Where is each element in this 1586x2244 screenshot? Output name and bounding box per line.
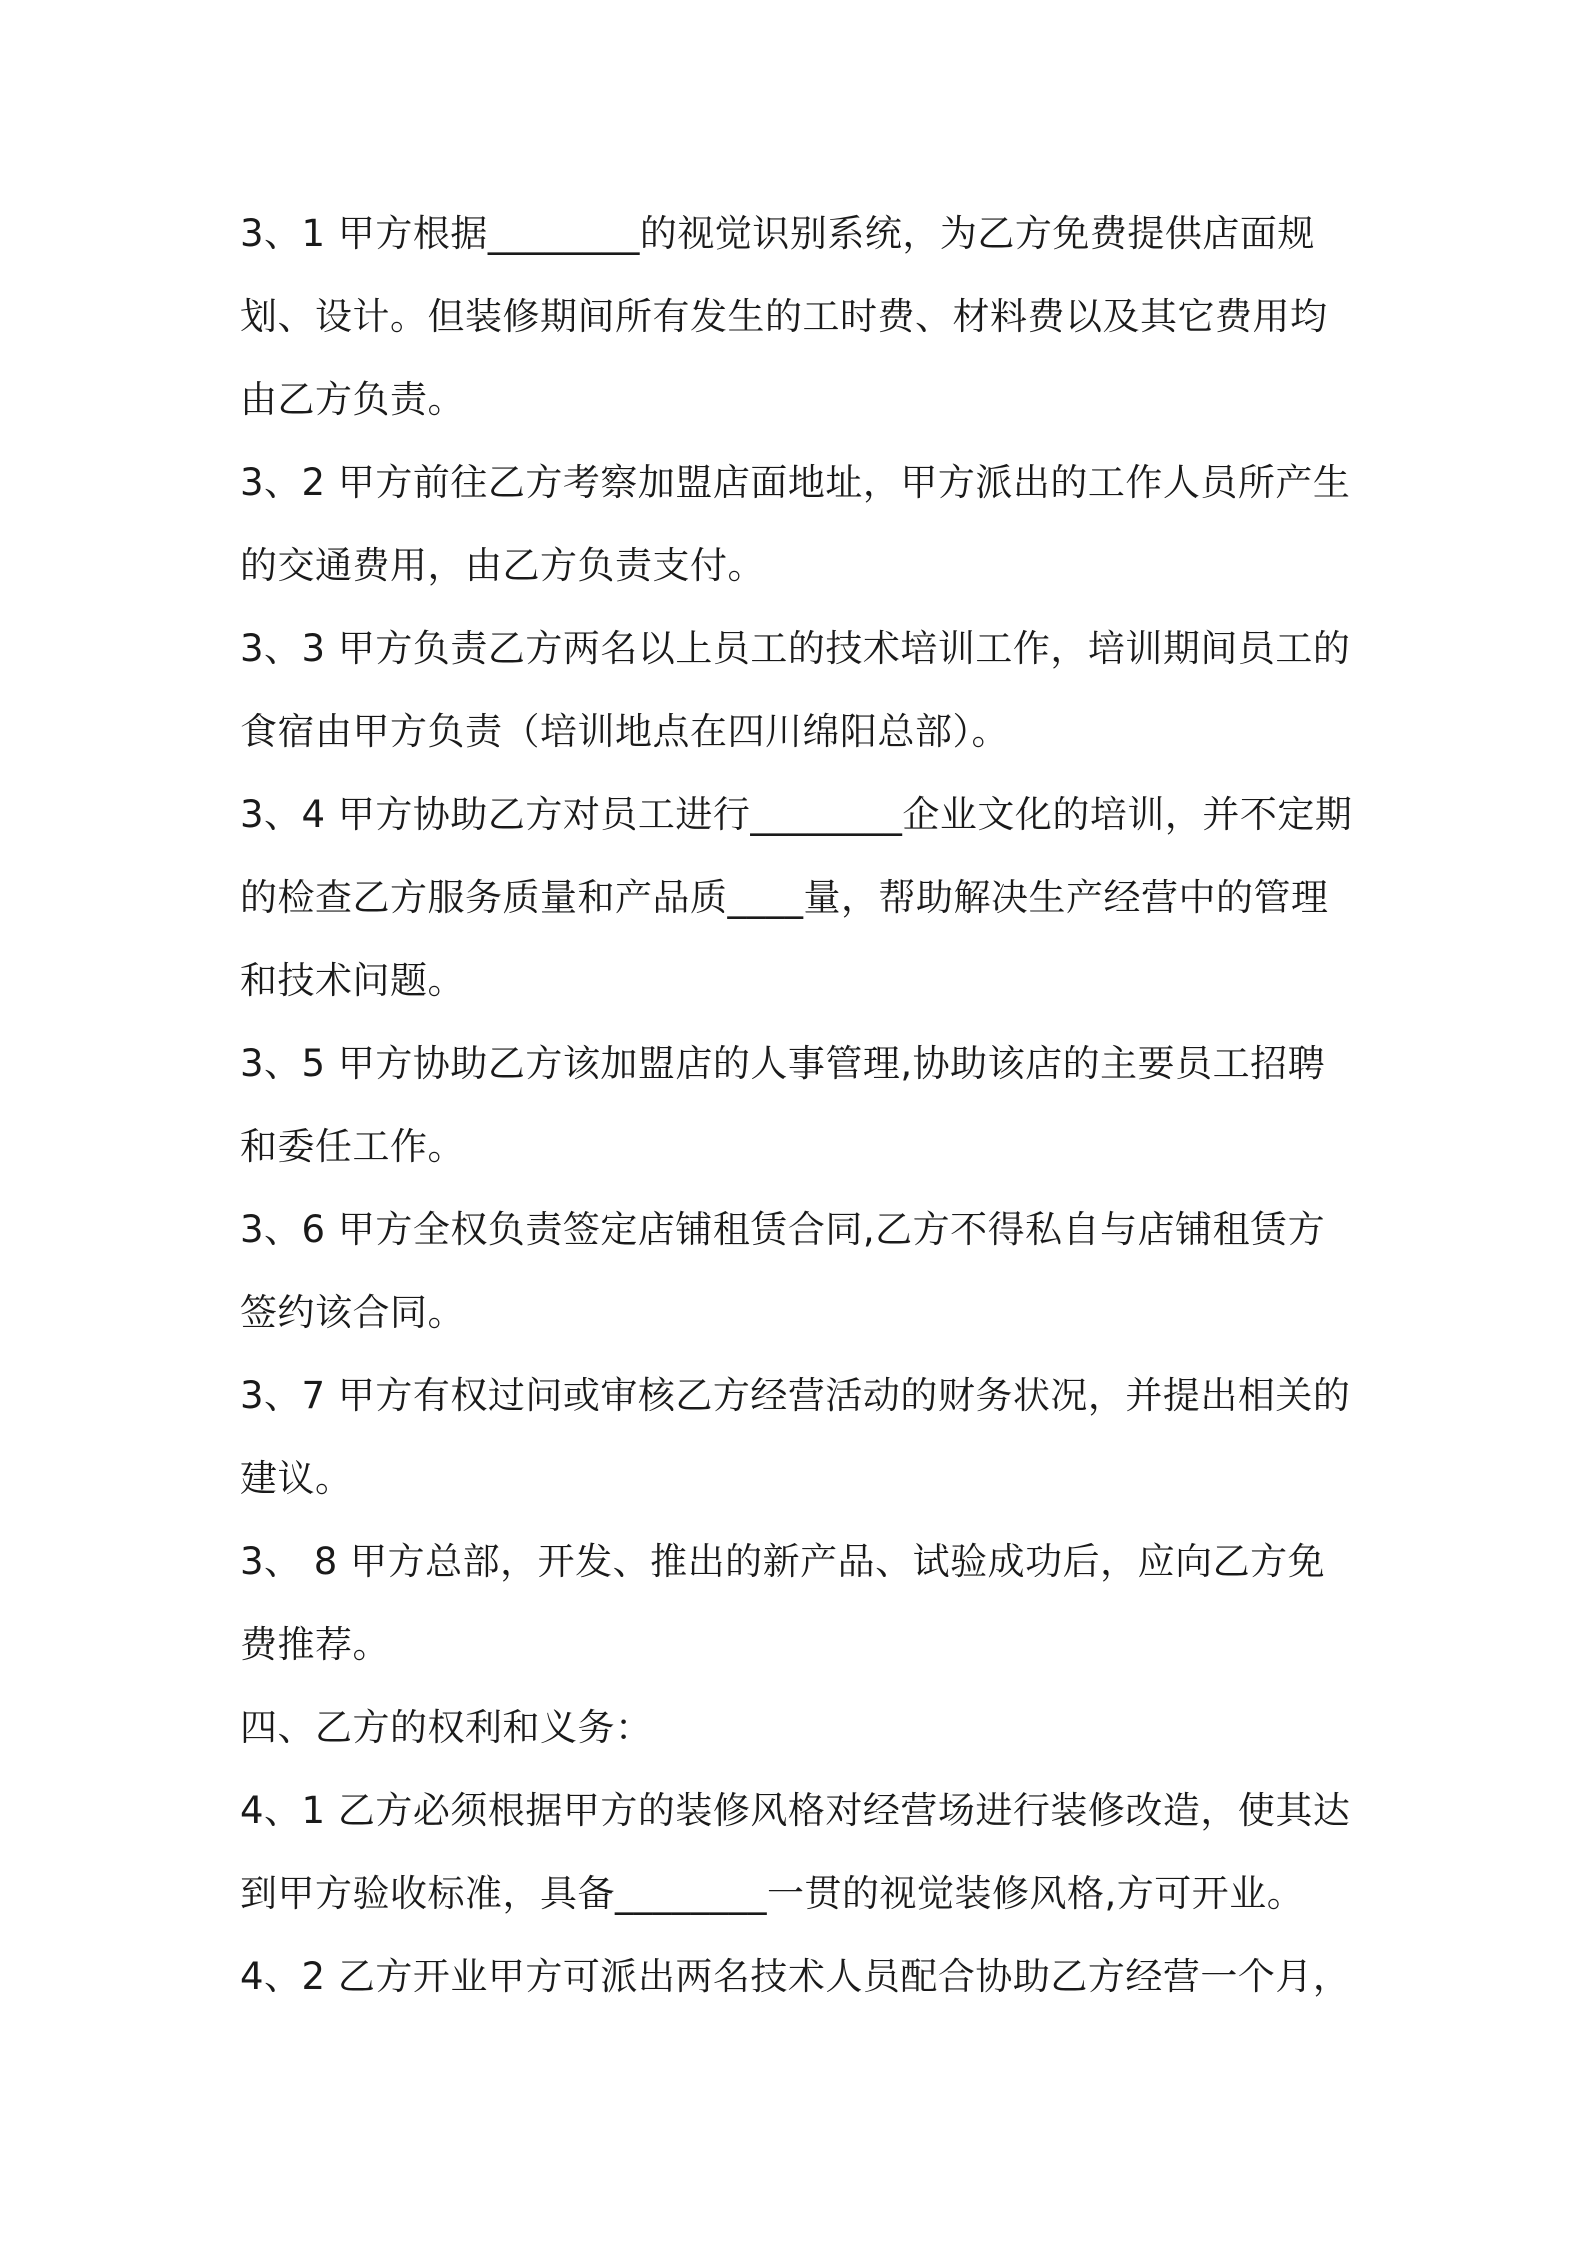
clause-3-4: 3、4 甲方协助乙方对员工进行________企业文化的培训，并不定期的检查乙方服务质量和产品质____量，帮助解决生产经营中的管理和技术问题。 [240,793,1353,1002]
clause-3-2: 3、2 甲方前往乙方考察加盟店面地址，甲方派出的工作人员所产生的交通费用，由乙方负责支付。 [240,461,1351,587]
section-heading-4: 四、乙方的权利和义务： [240,1706,653,1749]
clause-3-6: 3、6 甲方全权负责签定店铺租赁合同,乙方不得私自与店铺租赁方签约该合同。 [240,1208,1326,1334]
clause-4-2: 4、2 乙方开业甲方可派出两名技术人员配合协助乙方经营一个月， [240,1955,1351,1998]
clause-3-1: 3、1 甲方根据________的视觉识别系统，为乙方免费提供店面规划、设计。但装修期间所有发生的工时费、材料费以及其它费用均由乙方负责。 [240,212,1328,421]
clause-3-5: 3、5 甲方协助乙方该加盟店的人事管理,协助该店的主要员工招聘和委任工作。 [240,1042,1326,1168]
clause-3-7: 3、7 甲方有权过问或审核乙方经营活动的财务状况，并提出相关的建议。 [240,1374,1351,1500]
document-body [240,192,1360,2018]
clause-3-3: 3、3 甲方负责乙方两名以上员工的技术培训工作，培训期间员工的食宿由甲方负责（培训地点在四川绵阳总部）。 [240,627,1351,753]
clause-4-1: 4、1 乙方必须根据甲方的装修风格对经营场进行装修改造，使其达到甲方验收标准，具备________一贯的视觉装修风格,方可开业。 [240,1789,1351,1915]
clause-3-8: 3、 8 甲方总部，开发、推出的新产品、试验成功后，应向乙方免费推荐。 [240,1540,1326,1666]
